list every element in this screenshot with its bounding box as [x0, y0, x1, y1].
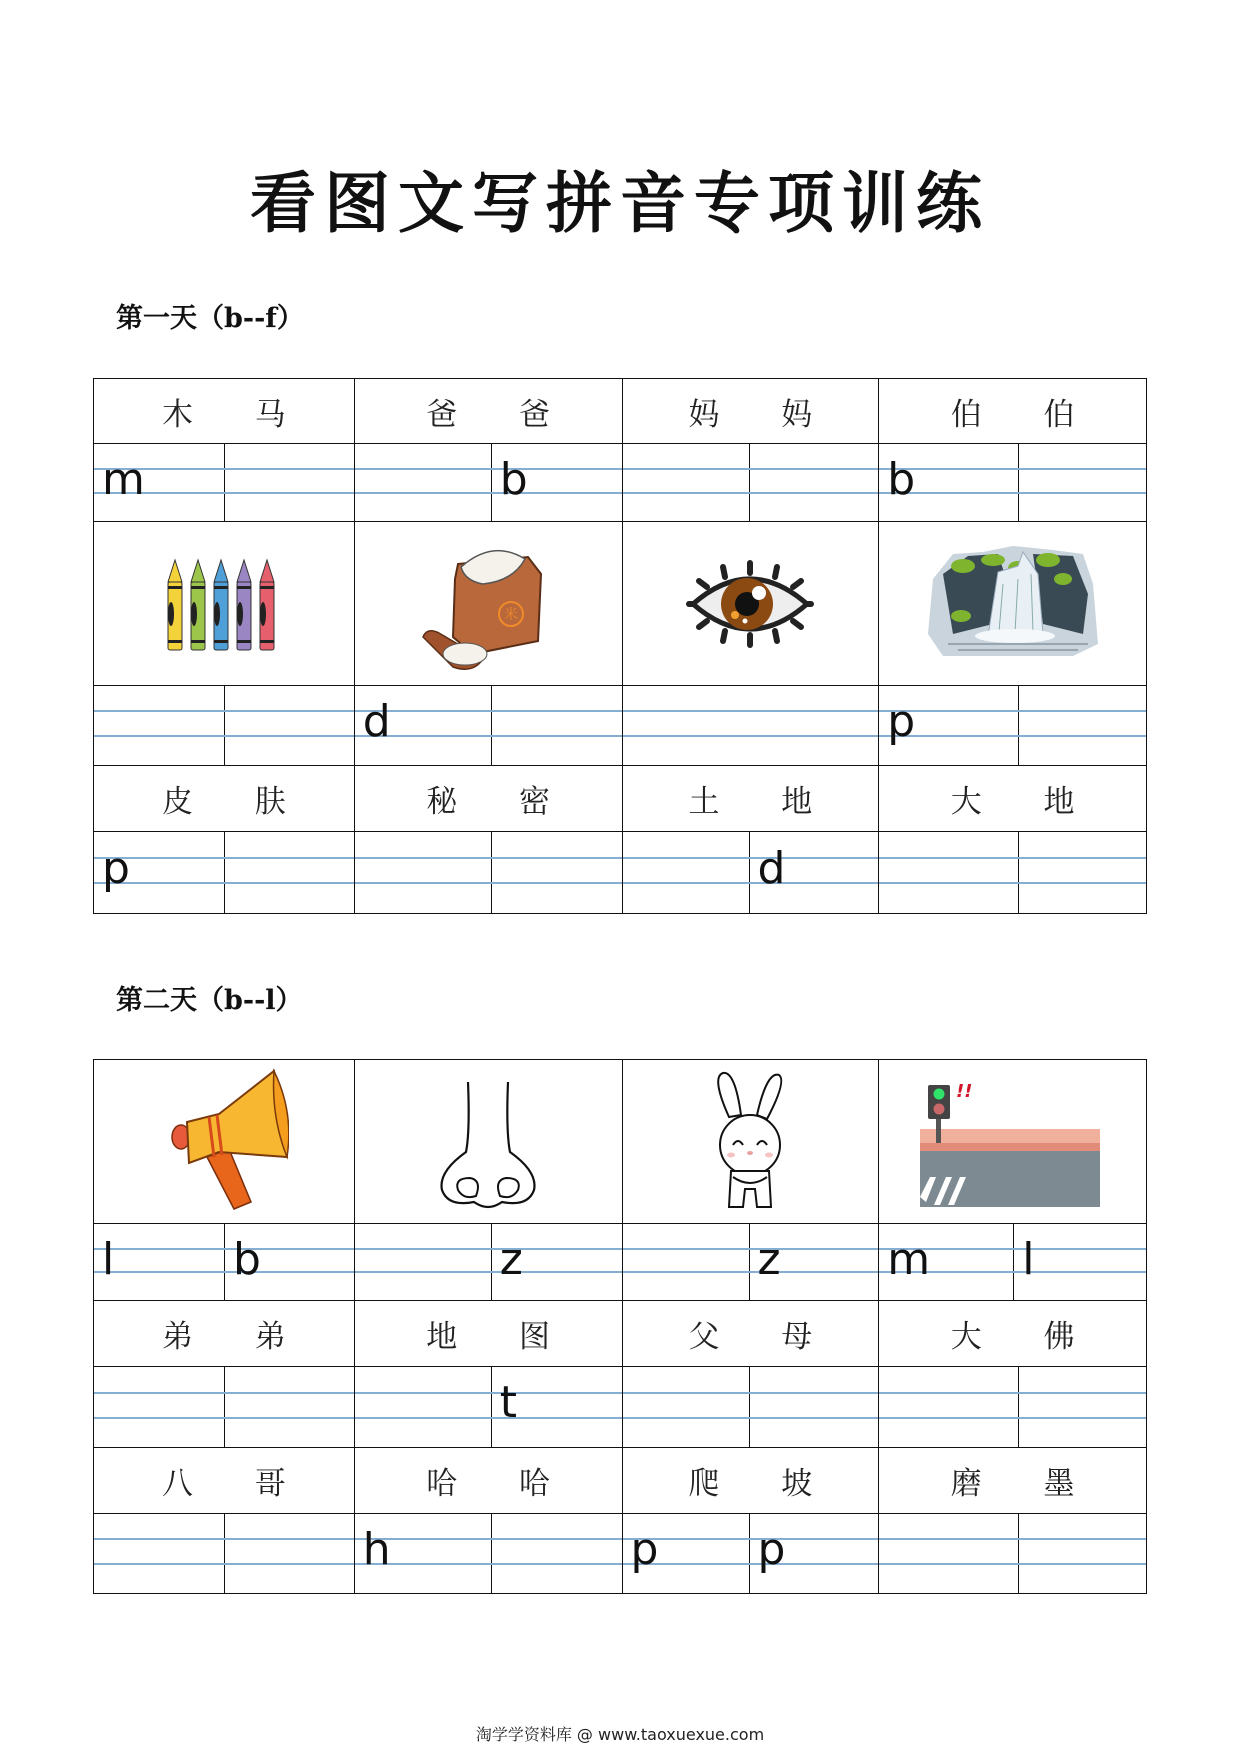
picture-cell [879, 1060, 1147, 1223]
pinyin-letter: b [499, 453, 528, 505]
pinyin-box[interactable] [623, 686, 879, 765]
svg-text:米: 米 [504, 606, 519, 623]
word-cell [94, 1448, 355, 1513]
pinyin-box[interactable] [879, 686, 1018, 765]
pinyin-box[interactable] [879, 832, 1018, 913]
crayons-icon [164, 556, 284, 652]
word-cell [623, 1301, 880, 1366]
pinyin-letter: p [887, 696, 916, 748]
rice-bag-icon [413, 529, 563, 679]
pinyin-letter: l [102, 1233, 115, 1285]
pinyin-cell [355, 1514, 623, 1593]
pinyin-cell [623, 444, 880, 521]
pinyin-box[interactable] [491, 686, 622, 765]
pinyin-cell [355, 686, 623, 765]
pinyin-letter: p [757, 1524, 786, 1576]
picture-cell [355, 1060, 623, 1223]
section-label-day1: 第一天（b--f） [116, 303, 304, 334]
pinyin-box[interactable] [355, 1224, 491, 1300]
pinyin-box[interactable] [491, 1514, 622, 1593]
word-cell [879, 1448, 1147, 1513]
waterfall-icon [923, 544, 1103, 664]
pinyin-row [94, 1224, 1147, 1301]
pinyin-box[interactable] [355, 1514, 491, 1593]
image-row [94, 522, 1147, 686]
pinyin-box[interactable] [224, 1224, 354, 1300]
pinyin-box[interactable] [1018, 1514, 1146, 1593]
pinyin-box[interactable] [879, 1514, 1018, 1593]
pinyin-cell [94, 832, 355, 913]
word-text: 皮 肤 [161, 784, 312, 820]
pinyin-cell [623, 1224, 880, 1300]
pinyin-cell [879, 1224, 1147, 1300]
pinyin-cell [623, 832, 880, 913]
pinyin-cell [355, 444, 623, 521]
pinyin-cell [879, 686, 1147, 765]
picture-cell [623, 522, 880, 685]
word-cell [879, 1301, 1147, 1366]
page-title: 看图文写拼音专项训练 [250, 164, 990, 242]
word-text: 哈 哈 [426, 1466, 577, 1502]
pinyin-box[interactable] [355, 686, 491, 765]
pinyin-box[interactable] [224, 1367, 354, 1447]
pinyin-box[interactable] [491, 1224, 622, 1300]
section-label-day2: 第二天（b--l） [116, 985, 303, 1016]
pinyin-letter: b [233, 1233, 261, 1285]
hanzi-row [94, 379, 1147, 444]
pinyin-box[interactable] [94, 686, 224, 765]
picture-cell [94, 1060, 355, 1223]
pinyin-row [94, 1514, 1147, 1594]
pinyin-box[interactable] [355, 1367, 491, 1447]
pinyin-box[interactable] [623, 1367, 749, 1447]
worksheet-grid-day2 [93, 1059, 1147, 1594]
word-text: 秘 密 [426, 784, 577, 820]
hanzi-row [94, 1448, 1147, 1514]
word-cell [355, 1301, 623, 1366]
pinyin-letter: p [102, 842, 130, 894]
pinyin-box[interactable] [1018, 1367, 1146, 1447]
pinyin-box[interactable] [623, 1224, 749, 1300]
pinyin-box[interactable] [355, 832, 491, 913]
word-text: 伯 伯 [950, 396, 1101, 433]
svg-text:!!: !! [956, 1080, 973, 1102]
pinyin-letter: m [102, 453, 145, 505]
pinyin-letter: l [1022, 1233, 1035, 1285]
word-cell [355, 766, 623, 831]
pinyin-cell [94, 686, 355, 765]
pinyin-box[interactable] [491, 832, 622, 913]
word-cell [355, 379, 623, 443]
pinyin-letter: p [630, 1524, 659, 1576]
megaphone-icon [159, 1067, 289, 1217]
word-cell [623, 766, 880, 831]
pinyin-box[interactable] [491, 1367, 622, 1447]
word-text: 大 地 [950, 784, 1101, 820]
pinyin-row [94, 686, 1147, 766]
pinyin-cell [355, 1224, 623, 1300]
pinyin-box[interactable] [224, 444, 354, 521]
pinyin-letter: m [887, 1233, 931, 1285]
pinyin-box[interactable] [94, 444, 224, 521]
pinyin-letter: t [499, 1377, 518, 1429]
pinyin-box[interactable] [879, 1224, 1013, 1300]
pinyin-cell [355, 1367, 623, 1447]
rabbit-icon [705, 1067, 795, 1217]
pinyin-row [94, 832, 1147, 914]
word-text: 爬 坡 [688, 1466, 839, 1502]
pinyin-letter: d [757, 842, 786, 894]
picture-cell [623, 1060, 880, 1223]
pinyin-cell [94, 1224, 355, 1300]
pinyin-box[interactable] [1018, 686, 1146, 765]
pinyin-letter: z [499, 1233, 523, 1285]
pinyin-letter: z [757, 1233, 781, 1285]
pinyin-box[interactable] [749, 1224, 879, 1300]
word-text: 磨 墨 [950, 1466, 1101, 1502]
image-row [94, 1060, 1147, 1224]
picture-cell [355, 522, 623, 685]
word-text: 弟 弟 [161, 1319, 312, 1355]
word-cell [355, 1448, 623, 1513]
pinyin-cell [879, 1514, 1147, 1593]
pinyin-box[interactable] [94, 832, 224, 913]
pinyin-cell [94, 444, 355, 521]
word-text: 土 地 [688, 784, 839, 820]
picture-cell [879, 522, 1147, 685]
word-cell [94, 1301, 355, 1366]
pinyin-cell [879, 444, 1147, 521]
pinyin-box[interactable] [623, 1514, 749, 1593]
hanzi-row [94, 1301, 1147, 1367]
pinyin-letter: d [362, 696, 391, 748]
pinyin-box[interactable] [94, 1514, 224, 1593]
word-text: 妈 妈 [688, 396, 839, 433]
pinyin-cell [879, 832, 1147, 913]
pinyin-box[interactable] [749, 832, 879, 913]
pinyin-cell [879, 1367, 1147, 1447]
pinyin-box[interactable] [224, 686, 354, 765]
hanzi-row [94, 766, 1147, 832]
pinyin-box[interactable] [749, 444, 879, 521]
pinyin-box[interactable] [224, 832, 354, 913]
pinyin-box[interactable] [749, 1514, 879, 1593]
pinyin-box[interactable] [623, 832, 749, 913]
picture-cell [94, 522, 355, 685]
pinyin-box[interactable] [1018, 444, 1146, 521]
pinyin-cell [623, 1367, 880, 1447]
word-text: 父 母 [688, 1319, 839, 1355]
worksheet-grid-day1 [93, 378, 1147, 914]
pinyin-cell [94, 1367, 355, 1447]
pinyin-box[interactable] [1013, 1224, 1146, 1300]
footer-watermark: 淘学学资料库 @ www.taoxuexue.com [475, 1725, 765, 1744]
word-text: 木 马 [161, 396, 312, 433]
word-cell [94, 766, 355, 831]
nose-icon [428, 1072, 548, 1212]
pinyin-box[interactable] [1018, 832, 1146, 913]
pinyin-box[interactable] [879, 444, 1018, 521]
pinyin-letter: h [362, 1524, 391, 1576]
pinyin-box[interactable] [879, 1367, 1018, 1447]
pinyin-row [94, 444, 1147, 522]
word-cell [623, 1448, 880, 1513]
word-cell [879, 766, 1147, 831]
pinyin-box[interactable] [94, 1224, 224, 1300]
word-text: 八 哥 [161, 1466, 312, 1502]
pinyin-cell [623, 1514, 880, 1593]
word-cell [623, 379, 880, 443]
word-text: 地 图 [426, 1319, 577, 1355]
pinyin-cell [355, 832, 623, 913]
pinyin-letter: b [887, 453, 916, 505]
word-text: 大 佛 [950, 1319, 1101, 1355]
pinyin-cell [623, 686, 880, 765]
pinyin-box[interactable] [491, 444, 622, 521]
eye-icon [685, 559, 815, 649]
pinyin-row [94, 1367, 1147, 1448]
pinyin-cell [94, 1514, 355, 1593]
traffic-light-road-icon [920, 1077, 1105, 1207]
pinyin-box[interactable] [355, 444, 491, 521]
pinyin-box[interactable] [224, 1514, 354, 1593]
pinyin-box[interactable] [623, 444, 749, 521]
word-text: 爸 爸 [426, 396, 577, 433]
word-cell [879, 379, 1147, 443]
word-cell [94, 379, 355, 443]
pinyin-box[interactable] [94, 1367, 224, 1447]
pinyin-box[interactable] [749, 1367, 879, 1447]
